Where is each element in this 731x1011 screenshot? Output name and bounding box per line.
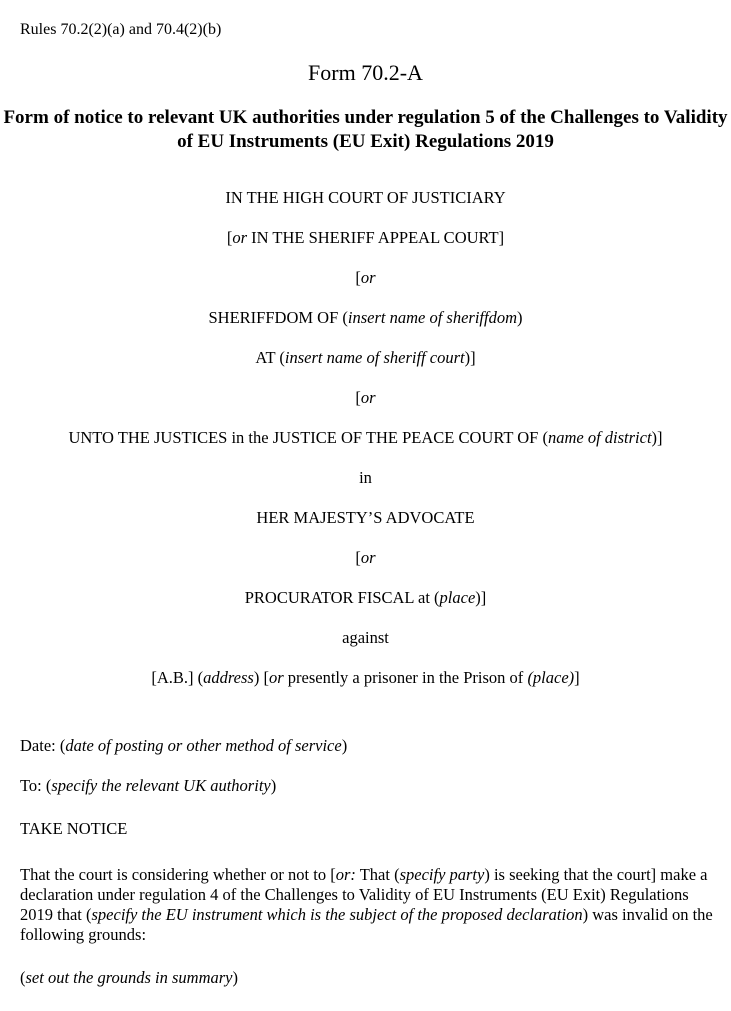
against-word: against — [342, 628, 389, 647]
form-number: Form 70.2-A — [308, 60, 423, 85]
take-notice-heading: TAKE NOTICE — [20, 819, 128, 838]
alt-sheriff-appeal-court: [or IN THE SHERIFF APPEAL COURT] — [226, 228, 505, 247]
in-word: in — [359, 468, 372, 487]
rules-reference: Rules 70.2(2)(a) and 70.4(2)(b) — [20, 21, 222, 38]
advocate-line: HER MAJESTY’S ADVOCATE — [256, 508, 475, 527]
sheriffdom-line: SHERIFFDOM OF (insert name of sheriffdom) — [208, 308, 523, 327]
procurator-fiscal-line: PROCURATOR FISCAL at (place)] — [244, 588, 487, 607]
accused-line: [A.B.] (address) [or presently a prisoner in the Prison of (place)] — [151, 668, 580, 687]
court-line: IN THE HIGH COURT OF JUSTICIARY — [225, 188, 506, 207]
justices-line: UNTO THE JUSTICES in the JUSTICE OF THE PEACE COURT OF (name of district)] — [68, 428, 663, 447]
grounds-line: (set out the grounds in summary) — [20, 968, 239, 987]
alt-or-marker-2: [or — [355, 388, 376, 407]
recipient-line: To: (specify the relevant UK authority) — [20, 776, 277, 795]
alt-or-marker-3: [or — [355, 548, 376, 567]
sheriff-court-line: AT (insert name of sheriff court)] — [255, 348, 476, 367]
form-heading: Form of notice to relevant UK authorities under regulation 5 of the Challenges to Validity of EU Instruments (EU Exit) Regulations 2019 — [3, 107, 728, 152]
date-line: Date: (date of posting or other method of service) — [20, 736, 348, 755]
notice-body-paragraph: That the court is considering whether or not to [or: That (specify party) is seeking that the court] make a declaration under regulation 4 of the Challenges to Validity of EU Instruments (EU Exit) Regulations 2019 that (specify the EU instrument which is the subject of the proposed declaration) was invalid on the following grounds: — [20, 865, 713, 944]
alt-or-marker-1: [or — [355, 268, 376, 287]
